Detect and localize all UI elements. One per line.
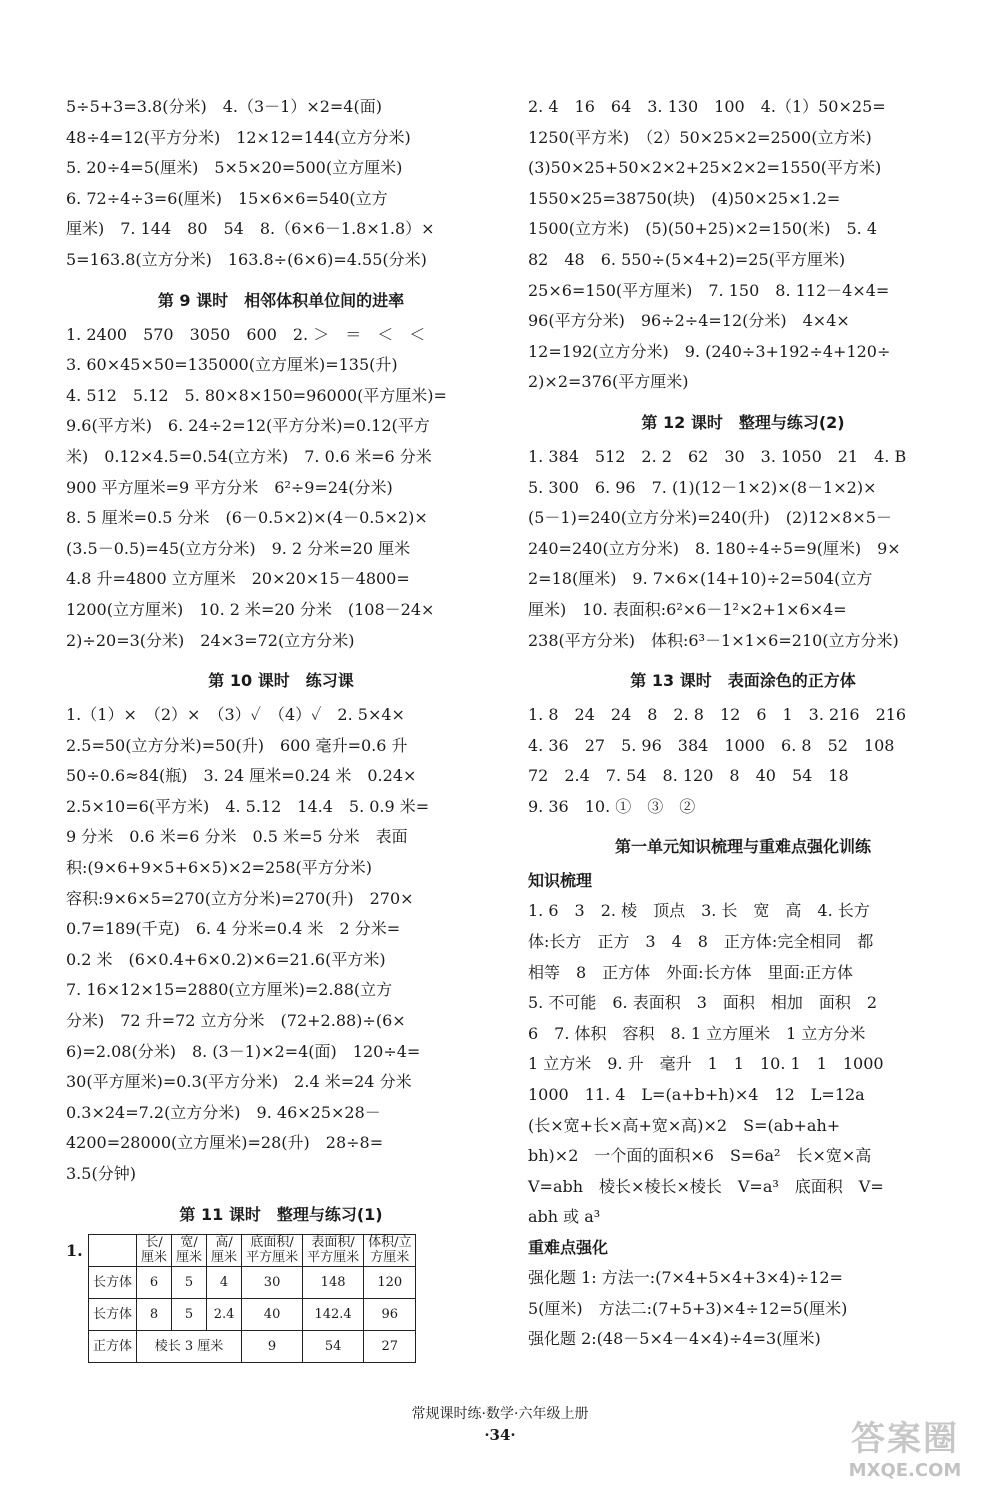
answer-line: 4. 512 5.12 5. 80×8×150=96000(平方厘米)=: [66, 385, 447, 405]
answer-line: 分米) 72 升=72 立方分米 (72+2.88)÷(6×: [66, 1011, 406, 1031]
answer-block: [528, 442, 958, 656]
right-column: [528, 92, 958, 1355]
answer-line: 1 立方米 9. 升 毫升 1 1 10. 1 1 1000: [528, 1054, 884, 1074]
answer-block: [528, 92, 958, 398]
answer-line: 9. 36 10. ① ③ ②: [528, 796, 696, 816]
answer-line: V=abh 棱长×棱长×棱长 V=a³ 底面积 V=: [528, 1176, 884, 1196]
answer-line: 容积:9×6×5=270(立方分米)=270(升) 270×: [66, 888, 414, 908]
table-cell: 2.4: [207, 1298, 242, 1330]
answer-line: 2.5=50(立方分米)=50(升) 600 毫升=0.6 升: [66, 735, 408, 755]
answer-line: 0.7=189(千克) 6. 4 分米=0.4 米 2 分米=: [66, 919, 401, 939]
answer-line: 12=192(立方分米) 9. (240÷3+192÷4+120÷: [528, 341, 891, 361]
table-cell: 27: [364, 1330, 416, 1362]
table-cell: 8: [137, 1298, 172, 1330]
answer-line: 72 2.4 7. 54 8. 120 8 40 54 18: [528, 766, 849, 786]
table-cell: 30: [242, 1266, 303, 1298]
answer-line: 6 7. 体积 容积 8. 1 立方厘米 1 立方分米: [528, 1023, 866, 1043]
watermark-logo-text: 答案圈: [851, 1419, 959, 1459]
section-heading-lesson-12: 第 12 课时 整理与练习(2): [641, 412, 845, 432]
table-cell: 底面积/ 平方厘米: [242, 1234, 303, 1266]
answer-line: 9.6(平方米) 6. 24÷2=12(平方分米)=0.12(平方: [66, 416, 430, 436]
answer-block: [66, 700, 496, 1190]
answer-block: [528, 1263, 958, 1355]
answer-line: 5. 300 6. 96 7. (1)(12－1×2)×(8－1×2)×: [528, 477, 877, 497]
answer-line: 8. 5 厘米=0.5 分米 (6－0.5×2)×(4－0.5×2)×: [66, 508, 428, 528]
answer-line: 3. 60×45×50=135000(立方厘米)=135(升): [66, 355, 398, 375]
table-row: [89, 1298, 416, 1330]
answer-line: 900 平方厘米=9 平方分米 6²÷9=24(分米): [66, 477, 393, 497]
answer-line: 50÷0.6≈84(瓶) 3. 24 厘米=0.24 米 0.24×: [66, 766, 417, 786]
table-cell: 5: [172, 1298, 207, 1330]
answer-line: 0.2 米 (6×0.4+6×0.2)×6=21.6(平方米): [66, 949, 386, 969]
answer-line: 4200=28000(立方厘米)=28(升) 28÷8=: [66, 1133, 384, 1153]
answer-block: [528, 896, 958, 1233]
dimension-table: [88, 1234, 416, 1363]
answer-line: 4. 36 27 5. 96 384 1000 6. 8 52 108: [528, 735, 895, 755]
answer-line: 相等 8 正方体 外面:长方体 里面:正方体: [528, 962, 853, 982]
answer-line: 0.3×24=7.2(立方分米) 9. 46×25×28－: [66, 1102, 381, 1122]
answer-line: 米) 0.12×4.5=0.54(立方米) 7. 0.6 米=6 分米: [66, 446, 432, 466]
answer-line: 5. 不可能 6. 表面积 3 面积 相加 面积 2: [528, 993, 878, 1013]
table-cell: 5: [172, 1266, 207, 1298]
answer-line: (5－1)=240(立方分米)=240(升) (2)12×8×5－: [528, 508, 892, 528]
answer-line: 82 48 6. 550÷(5×4+2)=25(平方厘米): [528, 249, 846, 269]
table-cell: 长/ 厘米: [137, 1234, 172, 1266]
answer-block: [66, 92, 496, 276]
answer-line: 1. 8 24 24 8 2. 8 12 6 1 3. 216 216: [528, 705, 907, 725]
table-row: [89, 1330, 416, 1362]
answer-line: 厘米) 7. 144 80 54 8.（6×6－1.8×1.8）×: [66, 219, 435, 239]
table-header-row: [89, 1234, 416, 1266]
table-cell: 宽/ 厘米: [172, 1234, 207, 1266]
answer-line: 5(厘米) 方法二:(7+5+3)×4÷12=5(厘米): [528, 1298, 848, 1318]
answer-line: 238(平方分米) 体积:6³－1×1×6=210(立方分米): [528, 630, 899, 650]
answer-block: [66, 320, 496, 657]
answer-line: 96(平方分米) 96÷2÷4=12(分米) 4×4×: [528, 311, 850, 331]
answer-line: 积:(9×6+9×5+6×5)×2=258(平方分米): [66, 858, 373, 878]
answer-line: 3.5(分钟): [66, 1164, 136, 1183]
table-cell: 体积/立 方厘米: [364, 1234, 416, 1266]
subheading-knowledge: 知识梳理: [528, 871, 593, 891]
table-wrap: [66, 1234, 496, 1363]
answer-line: 1.（1）× （2）× （3）✓ （4）✓ 2. 5×4×: [66, 705, 405, 725]
table-cell: 表面积/ 平方厘米: [303, 1234, 364, 1266]
answer-line: 强化题 1: 方法一:(7×4+5×4+3×4)÷12=: [528, 1268, 843, 1287]
answer-line: 厘米) 10. 表面积:6²×6－1²×2+1×6×4=: [528, 599, 847, 619]
answer-line: 6)=2.08(分米) 8. (3－1)×2=4(面) 120÷4=: [66, 1041, 421, 1061]
answer-line: 1000 11. 4 L=(a+b+h)×4 12 L=12a: [528, 1085, 865, 1105]
answer-line: bh)×2 一个面的面积×6 S=6a² 长×宽×高: [528, 1146, 872, 1166]
table-cell: 96: [364, 1298, 416, 1330]
watermark-logo: [830, 1411, 980, 1481]
subheading-key-points: 重难点强化: [528, 1238, 609, 1257]
table-cell: 142.4: [303, 1298, 364, 1330]
answer-line: 5. 20÷4=5(厘米) 5×5×20=500(立方厘米): [66, 158, 403, 178]
answer-line: 2. 4 16 64 3. 130 100 4.（1）50×25=: [528, 97, 886, 116]
answer-line: 强化题 2:(48－5×4－4×4)÷4=3(厘米): [528, 1329, 821, 1349]
answer-line: 1. 6 3 2. 棱 顶点 3. 长 宽 高 4. 长方: [528, 901, 870, 921]
answer-line: 1200(立方厘米) 10. 2 米=20 分米 (108－24×: [66, 599, 435, 619]
table-cell: 6: [137, 1266, 172, 1298]
table-cell: 148: [303, 1266, 364, 1298]
section-heading-lesson-9: 第 9 课时 相邻体积单位间的进率: [157, 290, 405, 310]
page-number: ·34·: [484, 1426, 516, 1444]
answer-line: 2)×2=376(平方厘米): [528, 372, 689, 392]
answer-line: 25×6=150(平方厘米) 7. 150 8. 112－4×4=: [528, 280, 890, 300]
answer-line: 4.8 升=4800 立方厘米 20×20×15－4800=: [66, 569, 410, 589]
answer-line: 1. 2400 570 3050 600 2. ＞ ＝ ＜ ＜: [66, 324, 426, 344]
question-number: 1.: [66, 1240, 83, 1260]
answer-line: 1. 384 512 2. 2 62 30 3. 1050 21 4. B: [528, 446, 907, 466]
answer-line: (3)50×25+50×2×2+25×2×2=1550(平方米): [528, 158, 882, 178]
table-cell: 棱长 3 厘米: [137, 1330, 242, 1362]
answer-line: 2)÷20=3(分米) 24×3=72(立方分米): [66, 630, 355, 650]
answer-line: (3.5－0.5)=45(立方分米) 9. 2 分米=20 厘米: [66, 538, 411, 558]
answer-line: 7. 16×12×15=2880(立方厘米)=2.88(立方: [66, 980, 393, 1000]
section-heading-lesson-11: 第 11 课时 整理与练习(1): [179, 1204, 383, 1224]
answer-line: 体:长方 正方 3 4 8 正方体:完全相同 都: [528, 932, 874, 952]
table-cell: 4: [207, 1266, 242, 1298]
book-title-footer: 常规课时练·数学·六年级上册: [411, 1406, 589, 1422]
table-cell: 120: [364, 1266, 416, 1298]
answer-line: 1550×25=38750(块) (4)50×25×1.2=: [528, 188, 841, 208]
table-row: [89, 1266, 416, 1298]
watermark-url: MXQE.COM: [848, 1460, 962, 1481]
answer-line: 240=240(立方分米) 8. 180÷4÷5=9(厘米) 9×: [528, 538, 901, 558]
table-cell: 长方体: [89, 1298, 137, 1330]
answer-line: 48÷4=12(平方分米) 12×12=144(立方分米): [66, 127, 411, 147]
section-heading-unit-review: 第一单元知识梳理与重难点强化训练: [614, 837, 871, 857]
answer-line: 5=163.8(立方分米) 163.8÷(6×6)=4.55(分米): [66, 249, 427, 269]
answer-line: abh 或 a³: [528, 1207, 601, 1227]
answer-line: 2=18(厘米) 9. 7×6×(14+10)÷2=504(立方: [528, 569, 873, 589]
table-cell: 长方体: [89, 1266, 137, 1298]
answer-block: [528, 700, 958, 822]
left-column: [66, 92, 496, 1363]
answer-line: (长×宽+长×高+宽×高)×2 S=(ab+ah+: [528, 1115, 841, 1135]
answer-line: 1500(立方米) (5)(50+25)×2=150(米) 5. 4: [528, 219, 878, 239]
answer-line: 1250(平方米) （2）50×25×2=2500(立方米): [528, 127, 872, 147]
answer-line: 2.5×10=6(平方米) 4. 5.12 14.4 5. 0.9 米=: [66, 796, 430, 816]
table-cell: 高/ 厘米: [207, 1234, 242, 1266]
table-cell: 54: [303, 1330, 364, 1362]
table-cell: 9: [242, 1330, 303, 1362]
answer-line: 5÷5+3=3.8(分米) 4.（3－1）×2=4(面): [66, 97, 382, 116]
answer-line: 30(平方厘米)=0.3(平方分米) 2.4 米=24 分米: [66, 1072, 412, 1092]
section-heading-lesson-13: 第 13 课时 表面涂色的正方体: [630, 671, 856, 691]
table-cell: [89, 1234, 137, 1266]
table-cell: 40: [242, 1298, 303, 1330]
section-heading-lesson-10: 第 10 课时 练习课: [208, 671, 354, 691]
answer-line: 6. 72÷4÷3=6(厘米) 15×6×6=540(立方: [66, 188, 388, 208]
table-cell: 正方体: [89, 1330, 137, 1362]
answer-line: 9 分米 0.6 米=6 分米 0.5 米=5 分米 表面: [66, 827, 408, 847]
